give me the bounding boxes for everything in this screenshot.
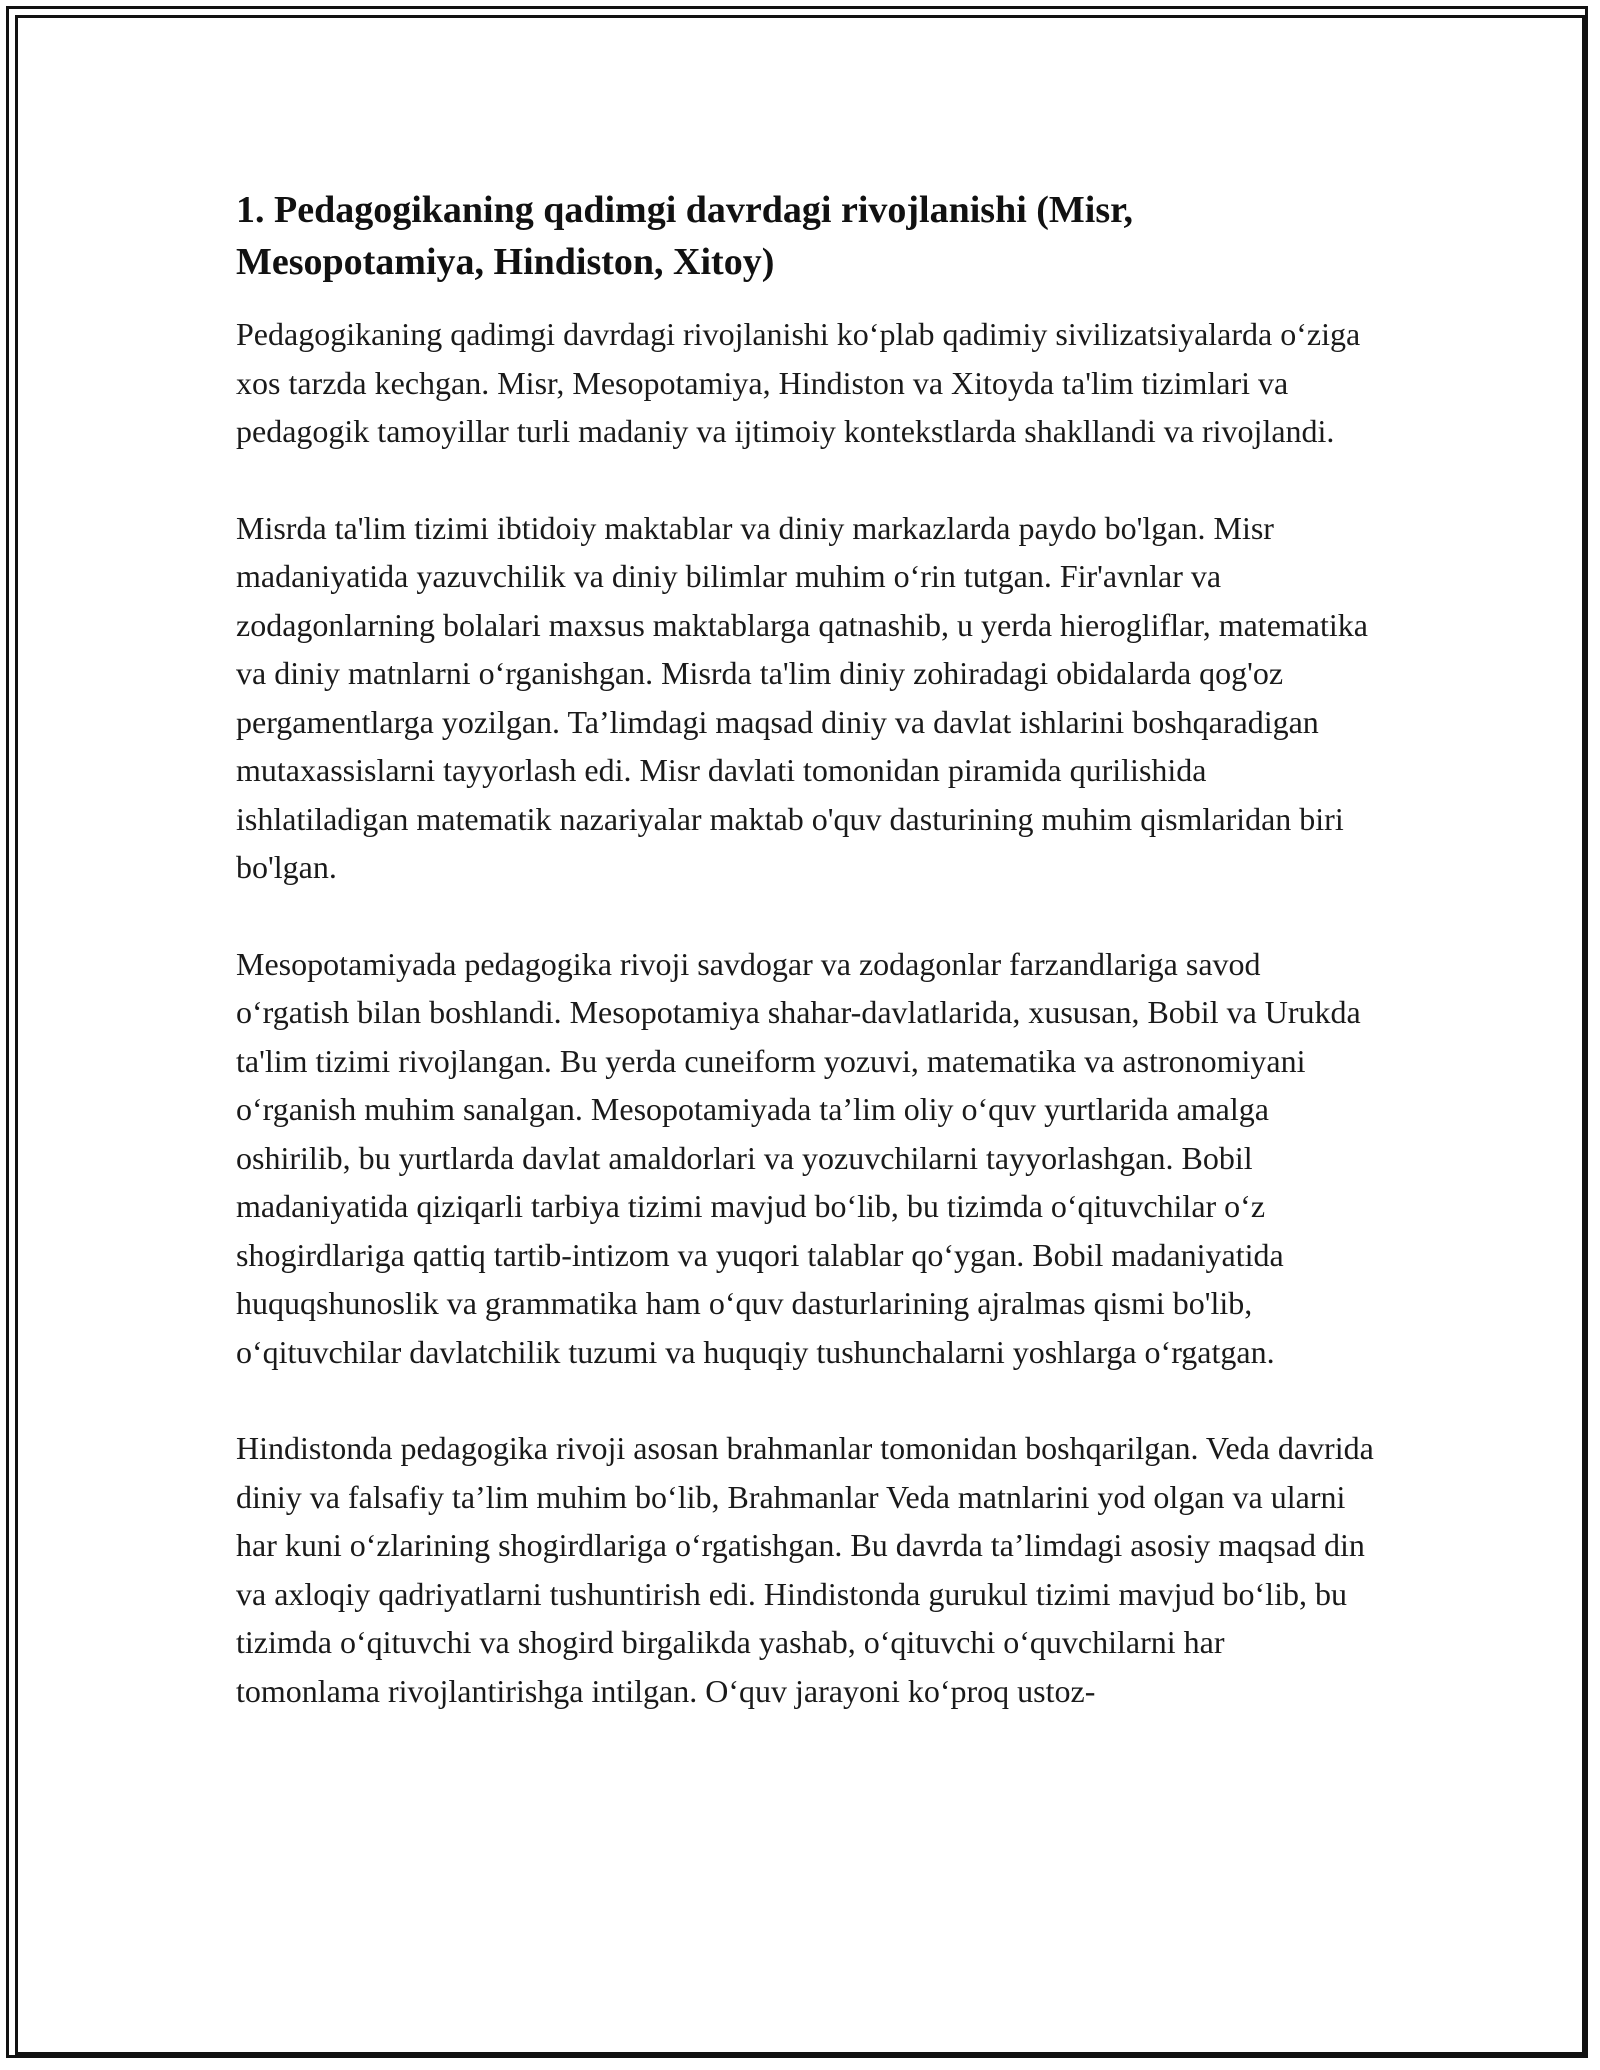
- paragraph-india: Hindistonda pedagogika rivoji asosan brahmanlar tomonidan boshqarilgan. Veda davrida diniy va falsafiy ta’lim muhim bo‘lib, Brahmanlar Veda matnlarini yod olgan va ularni har kuni o‘zlarining shogirdlariga o‘rgatishgan. Bu davrda ta’limdagi asosiy maqsad din va axloqiy qadriyatlarni tushuntirish edi. Hindistonda gurukul tizimi mavjud bo‘lib, bu tizimda o‘qituvchi va shogird birgalikda yashab, o‘qituvchi o‘quvchilarni har tomonlama rivojlantirishga intilgan. O‘quv jarayoni ko‘proq ustoz-: [236, 1430, 1374, 1709]
- document-body: [236, 184, 1376, 1763]
- section-heading: 1. Pedagogikaning qadimgi davrdagi rivojlanishi (Misr, Mesopotamiya, Hindiston, Xitoy): [236, 189, 1134, 283]
- paragraph-mesopotamia: Mesopotamiyada pedagogika rivoji savdogar va zodagonlar farzandlariga savod o‘rgatish bilan boshlandi. Mesopotamiya shahar-davlatlarida, xususan, Bobil va Urukda ta'lim tizimi rivojlangan. Bu yerda cuneiform yozuvi, matematika va astronomiyani o‘rganish muhim sanalgan. Mesopotamiyada ta’lim oliy o‘quv yurtlarida amalga oshirilib, bu yurtlarda davlat amaldorlari va yozuvchilarni tayyorlashgan. Bobil madaniyatida qiziqarli tarbiya tizimi mavjud bo‘lib, bu tizimda o‘qituvchilar o‘z shogirdlariga qattiq tartib-intizom va yuqori talablar qo‘ygan. Bobil madaniyatida huquqshunoslik va grammatika ham o‘quv dasturlarining ajralmas qismi bo'lib, o‘qituvchilar davlatchilik tuzumi va huquqiy tushunchalarni yoshlarga o‘rgatgan.: [236, 945, 1361, 1370]
- paragraph-intro: Pedagogikaning qadimgi davrdagi rivojlanishi ko‘plab qadimiy sivilizatsiyalarda o‘ziga xos tarzda kechgan. Misr, Mesopotamiya, Hindiston va Xitoyda ta'lim tizimlari va pedagogik tamoyillar turli madaniy va ijtimoiy kontekstlarda shakllandi va rivojlandi.: [236, 316, 1361, 449]
- paragraph-egypt: Misrda ta'lim tizimi ibtidoiy maktablar va diniy markazlarda paydo bo'lgan. Misr madaniyatida yazuvchilik va diniy bilimlar muhim o‘rin tutgan. Fir'avnlar va zodagonlarning bolalari maxsus maktablarga qatnashib, u yerda hierogliflar, matematika va diniy matnlarni o‘rganishgan. Misrda ta'lim diniy zohiradagi obidalarda qog'oz pergamentlarga yozilgan. Ta’limdagi maqsad diniy va davlat ishlarini boshqaradigan mutaxassislarni tayyorlash edi. Misr davlati tomonidan piramida qurilishida ishlatiladigan matematik nazariyalar maktab o'quv dasturining muhim qismlaridan biri bo'lgan.: [236, 509, 1368, 885]
